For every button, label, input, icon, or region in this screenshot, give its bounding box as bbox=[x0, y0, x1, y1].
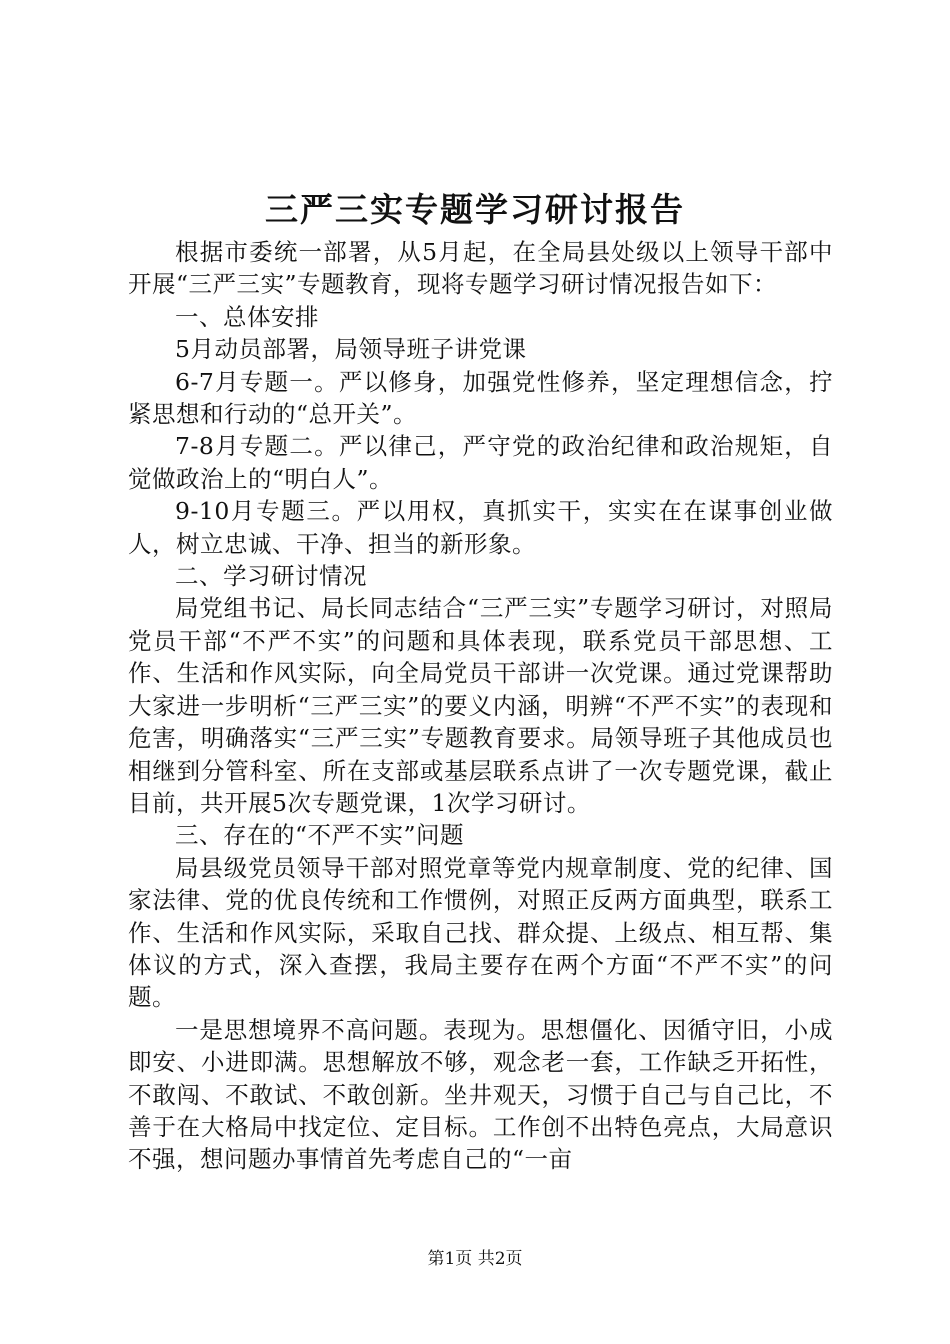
section-heading-overall-arrangement: 一、总体安排 bbox=[175, 302, 319, 331]
paragraph-topic-two: 7-8月专题二。严以律己，严守党的政治纪律和政治规矩，自觉做政治上的“明白人”。 bbox=[128, 432, 833, 493]
paragraph-may-schedule: 5月动员部署，局领导班子讲党课 bbox=[175, 335, 527, 364]
section-heading-study-discussion: 二、学习研讨情况 bbox=[175, 562, 367, 591]
paragraph-topic-one: 6-7月专题一。严以修身，加强党性修养，坚定理想信念，拧紧思想和行动的“总开关”。 bbox=[128, 367, 833, 429]
paragraph-study-discussion: 局党组书记、局长同志结合“三严三实”专题学习研讨，对照局党员干部“不严不实”的问题和具体表现，联系党员干部思想、工作、生活和作风实际，向全局党员干部讲一次党课。通过党课帮助大家进一步明析“三严三实”的要义内涵，明辨“不严不实”的表现和危害，明确落实“三严三实”专题教育要求。局领导班子其他成员也相继到分管科室、所在支部或基层联系点讲了一次专题党课，截止目前，共开展5次专题党课，1次学习研讨。 bbox=[128, 594, 833, 817]
document-body bbox=[128, 236, 833, 1176]
paragraph-topic-three: 9-10月专题三。严以用权，真抓实干，实实在在谋事创业做人，树立忠诚、干净、担当的新形象。 bbox=[128, 497, 833, 558]
paragraph-existing-problems: 局县级党员领导干部对照党章等党内规章制度、党的纪律、国家法律、党的优良传统和工作惯例，对照正反两方面典型，联系工作、生活和作风实际，采取自己找、群众提、上级点、相互帮、集体议的方式，深入查摆，我局主要存在两个方面“不严不实”的问题。 bbox=[128, 853, 833, 1012]
section-heading-existing-problems: 三、存在的“不严不实”问题 bbox=[175, 821, 465, 850]
document-title: 三严三实专题学习研讨报告 bbox=[265, 190, 685, 229]
paragraph-intro: 根据市委统一部署，从5月起，在全局县处级以上领导干部中开展“三严三实”专题教育，现将专题学习研讨情况报告如下： bbox=[128, 238, 833, 299]
page-footer: 第1页 共2页 bbox=[427, 1249, 523, 1269]
paragraph-problem-one: 一是思想境界不高问题。表现为。思想僵化、因循守旧，小成即安、小进即满。思想解放不够，观念老一套，工作缺乏开拓性，不敢闯、不敢试、不敢创新。坐井观天，习惯于自己与自己比，不善于在大格局中找定位、定目标。工作创不出特色亮点，大局意识不强，想问题办事情首先考虑自己的“一亩 bbox=[128, 1015, 833, 1174]
